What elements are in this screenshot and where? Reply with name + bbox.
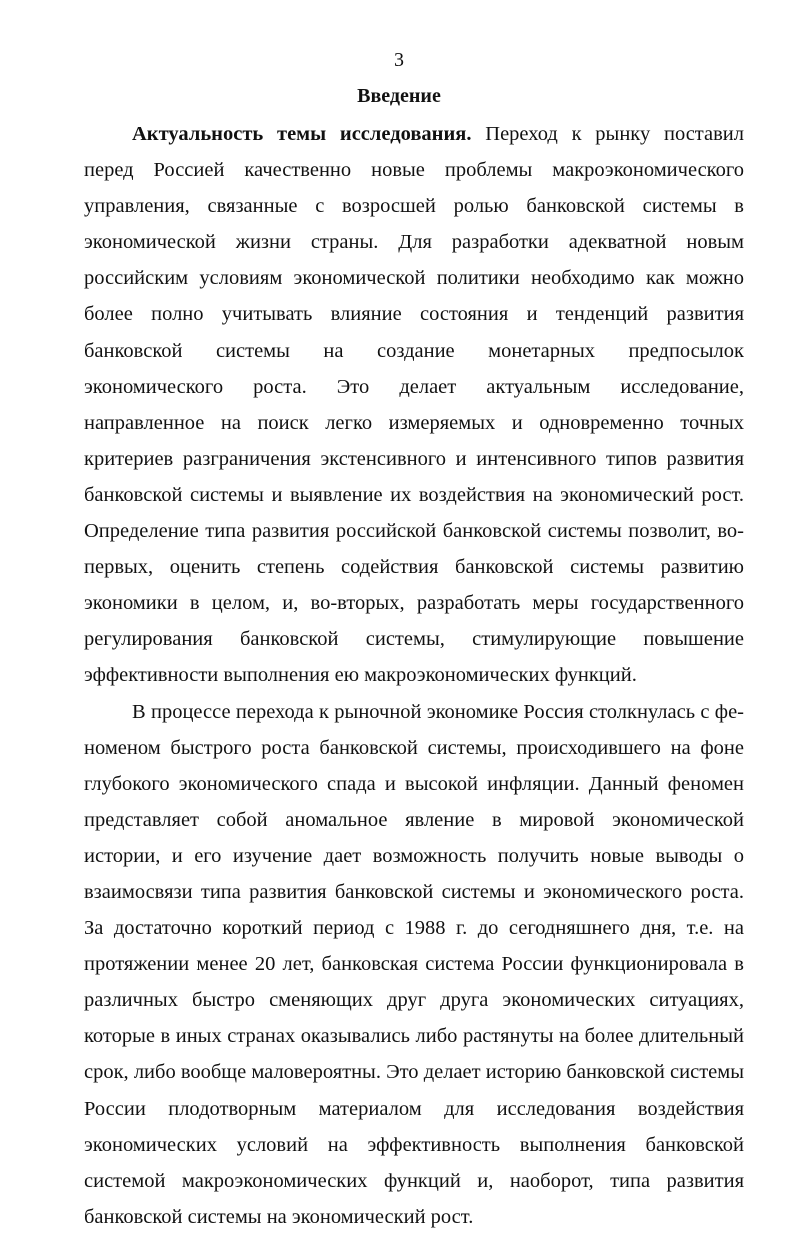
body-text <box>84 116 744 1235</box>
page-number: 3 <box>394 49 404 71</box>
paragraph-lead: Актуальность темы исследования. <box>132 123 472 145</box>
paragraph-text: В процессе перехода к рыночной экономике Россия столкнулась с феноменом быстрого роста банковской системы, происходившего на фоне глубокого экономического спада и высокой инфляции. Данный феномен представляет собой аномальное явление в мировой экономической истории, и его изучение дает возможность получить новые выводы о взаимосвязи типа развития банковской системы и экономического роста. За достаточно короткий период с 1988 г. до сегодняшнего дня, т.е. на протяжении менее 20 лет, банковская система России функционировала в различных быстро сменяющих друг друга экономических ситуациях, которые в иных странах оказывались либо растянуты на более длительный срок, либо вообще маловероятны. Это делает историю банковской системы России плодотворным материалом для исследования воздействия экономических условий на эффективность выполнения банковской системой макроэкономических функций и, наоборот, типа развития банковской системы на экономический рост. <box>84 700 744 1228</box>
paragraph-text: Переход к рынку поставил перед Россией качественно новые проблемы макроэкономического управления, связанные с возросшей ролью банковской системы в экономической жизни страны. Для разработки адекватной новым российским условиям экономической политики необходимо как можно более полно учитывать влияние состояния и тенденций развития банковской системы на создание монетарных предпосылок экономического роста. Это делает актуальным исследование, направленное на поиск легко измеряемых и одновременно точных критериев разграничения экстенсивного и интенсивного типов развития банковской системы и выявление их воздействия на экономический рост. Определение типа развития российской банковской системы позволит, во-первых, оценить степень содействия банковской системы развитию экономики в целом, и, во-вторых, разработать меры государственного регулирования банковской системы, стимулирующие повышение эффективности выполнения ею макроэкономических функций. <box>84 123 744 687</box>
section-heading: Введение <box>357 85 441 107</box>
paragraph-transition <box>84 694 744 1235</box>
paragraph-relevance <box>84 116 744 694</box>
